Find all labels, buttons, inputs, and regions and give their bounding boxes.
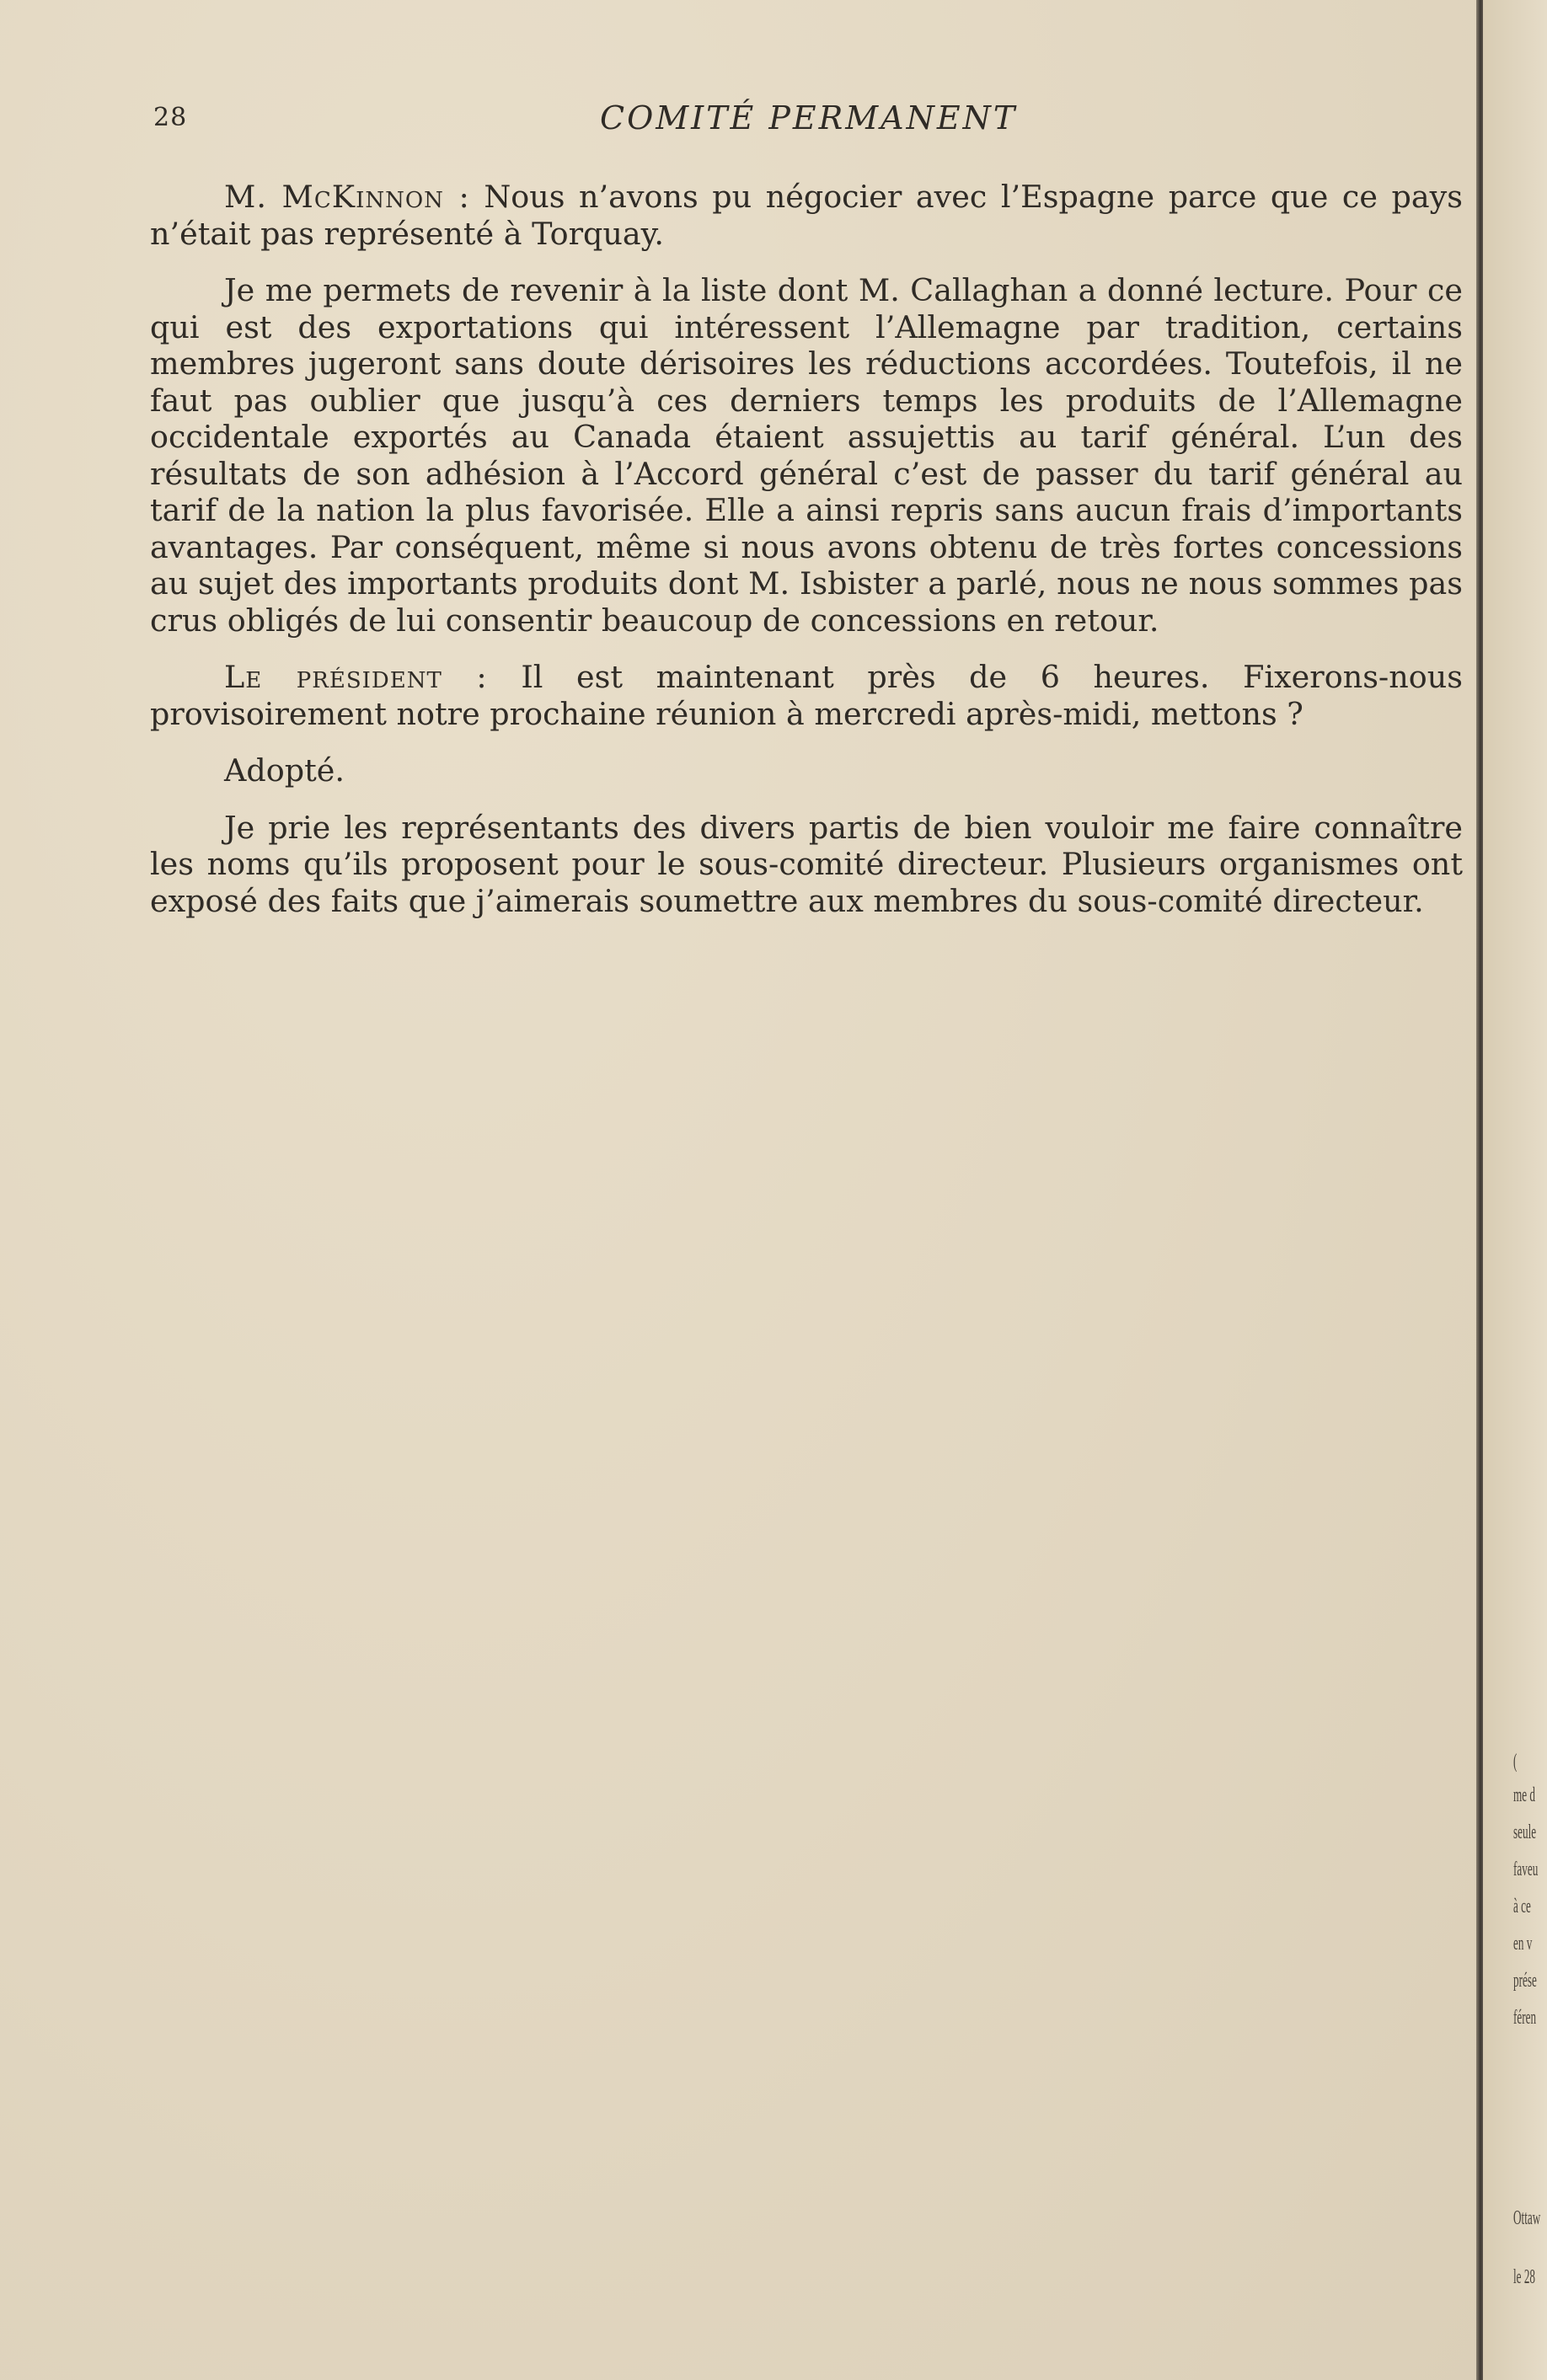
adjacent-page-edge bbox=[1483, 0, 1547, 2380]
paragraph-subcommittee bbox=[150, 810, 1463, 920]
paragraph-text: Je me permets de revenir à la liste dont M. Callaghan a donné lecture. Pour ce qui est des exportations qui intéressent l’Allemagne par tradition, certains membres jugeront sans doute dérisoires les réductions accordées. Toutefois, il ne faut pas oublier que jusqu’à ces derniers temps les produits de l’Allemagne occidentale exportés au Canada étaient assujettis au tarif général. L’un des résultats de son adhésion à l’Accord général c’est de passer du tarif général au tarif de la nation la plus favorisée. Elle a ainsi repris sans aucun frais d’importants avantages. Par conséquent, même si nous avons obtenu de très fortes concessions au sujet des importants produits dont M. Isbister a parlé, nous ne nous sommes pas crus obligés de lui consentir beaucoup de concessions en retour. bbox=[150, 272, 1463, 639]
adjacent-page-fragment: me d bbox=[1513, 1784, 1536, 1806]
speaker-name: Le président : bbox=[224, 659, 488, 695]
speaker-name: M. McKinnon : bbox=[224, 179, 470, 215]
adjacent-page-fragment: en v bbox=[1513, 1933, 1533, 1955]
page-header bbox=[153, 99, 1459, 142]
adjacent-page-fragment: faveu bbox=[1513, 1859, 1539, 1880]
paragraph-text: Adopté. bbox=[224, 752, 345, 789]
adjacent-page-fragment: Ottaw bbox=[1513, 2207, 1541, 2229]
page-number: 28 bbox=[153, 103, 188, 132]
adjacent-page-fragment: ( bbox=[1513, 1751, 1518, 1773]
paragraph-text: Il est maintenant près de 6 heures. Fixerons-nous provisoirement notre prochaine réunion à mercredi après-midi, mettons ? bbox=[150, 659, 1463, 732]
adjacent-page-fragment: prése bbox=[1513, 1970, 1537, 1992]
binding-shadow bbox=[1476, 0, 1483, 2380]
paragraph-callaghan-list bbox=[150, 272, 1463, 639]
adjacent-page-fragment: féren bbox=[1513, 2007, 1537, 2029]
adjacent-page-fragment: seule bbox=[1513, 1821, 1537, 1843]
adjacent-page-fragment: à ce bbox=[1513, 1896, 1531, 1917]
paragraph-president bbox=[150, 659, 1463, 732]
paragraph-text: Nous n’avons pu négocier avec l’Espagne parce que ce pays n’était pas représenté à Torquay. bbox=[150, 179, 1463, 252]
paragraph-text: Je prie les représentants des divers partis de bien vouloir me faire connaître les noms qu’ils proposent pour le sous-comité directeur. Plusieurs organismes ont exposé des faits que j’aimerais soumettre aux membres du sous-comité directeur. bbox=[150, 809, 1463, 919]
body-text bbox=[150, 179, 1463, 939]
adjacent-page-fragment: le 28 bbox=[1513, 2266, 1536, 2288]
paragraph-adopted bbox=[150, 752, 1463, 789]
running-title: COMITÉ PERMANENT bbox=[600, 99, 1018, 136]
paragraph-mckinnon bbox=[150, 179, 1463, 252]
